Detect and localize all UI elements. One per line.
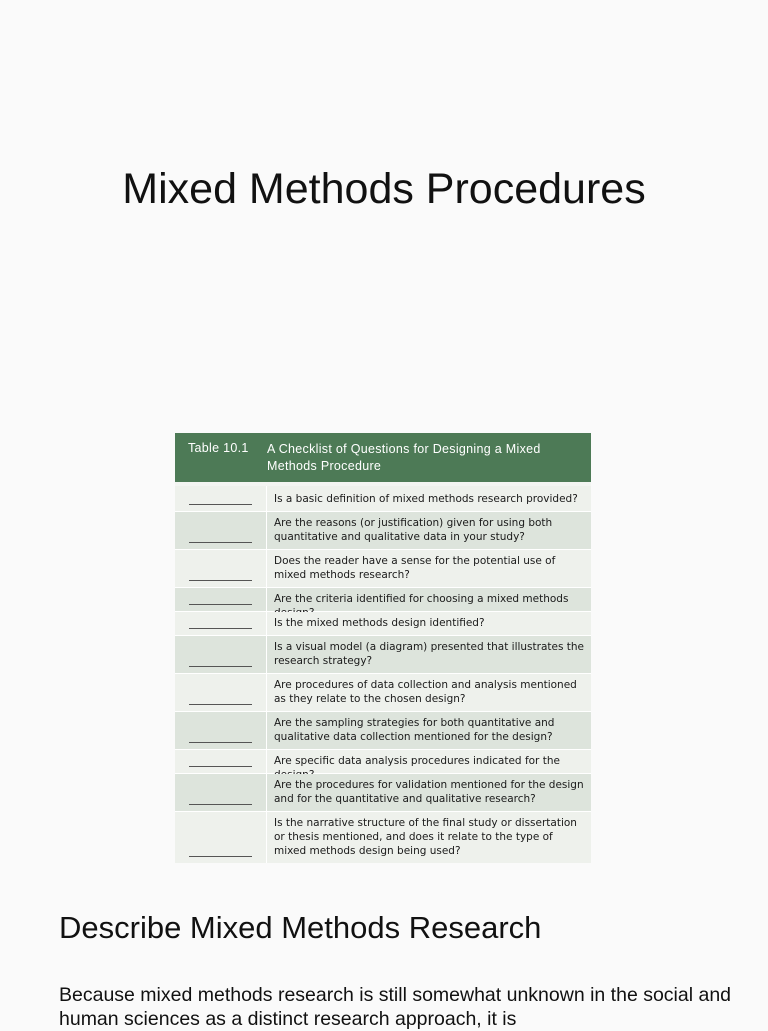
section-heading: Describe Mixed Methods Research [59, 910, 542, 945]
table-row [175, 612, 591, 636]
row-question: Is a basic definition of mixed methods research provided? [274, 493, 578, 505]
row-divider [266, 550, 267, 587]
row-question: Are the sampling strategies for both quantitative and qualitative data collection mentioned for the design? [274, 717, 555, 743]
table-row [175, 812, 591, 863]
table-caption: A Checklist of Questions for Designing a Mixed Methods Procedure [267, 442, 541, 473]
row-question: Are procedures of data collection and analysis mentioned as they relate to the chosen design? [274, 679, 577, 705]
row-question: Are the reasons (or justification) given for using both quantitative and qualitative data in your study? [274, 517, 553, 543]
table-row [175, 550, 591, 588]
body-paragraph: Because mixed methods research is still somewhat unknown in the social and human sciences as a distinct research approach, it is [59, 984, 732, 1030]
row-divider [266, 512, 267, 549]
table-row [175, 750, 591, 774]
checkbox-blank [189, 504, 252, 505]
checkbox-blank [189, 742, 252, 743]
row-question: Are the criteria identified for choosing a mixed methods [274, 593, 569, 605]
table-row [175, 712, 591, 750]
table-row [175, 512, 591, 550]
row-question: Is a visual model (a diagram) presented that illustrates the research strategy? [274, 641, 585, 667]
row-divider [266, 588, 267, 611]
table-row [175, 588, 591, 612]
row-divider [266, 612, 267, 635]
row-question: Does the reader have a sense for the potential use of mixed methods research? [274, 555, 556, 581]
row-divider [266, 486, 267, 511]
table-row [175, 674, 591, 712]
row-divider [266, 712, 267, 749]
checkbox-blank [189, 766, 252, 767]
checkbox-blank [189, 542, 252, 543]
table-row [175, 636, 591, 674]
row-question: Are the procedures for validation mentioned for the design and for the quantitative and qualitative research? [274, 779, 584, 805]
row-divider [266, 812, 267, 863]
checkbox-blank [189, 604, 252, 605]
row-question: Is the mixed methods design identified? [274, 617, 485, 629]
table-label: Table 10.1 [188, 441, 249, 455]
page-title: Mixed Methods Procedures [122, 165, 646, 213]
checklist-table [175, 433, 591, 863]
row-divider [266, 674, 267, 711]
row-divider [266, 750, 267, 773]
checkbox-blank [189, 704, 252, 705]
checkbox-blank [189, 666, 252, 667]
table-row [175, 774, 591, 812]
checkbox-blank [189, 628, 252, 629]
row-divider [266, 774, 267, 811]
checkbox-blank [189, 804, 252, 805]
checkbox-blank [189, 856, 252, 857]
table-header [175, 433, 591, 482]
row-question: Are specific data analysis procedures indicated for the [274, 755, 560, 767]
row-question: Is the narrative structure of the final study or dissertation or thesis mentioned, and does it relate to the type of mixed methods design being used? [274, 817, 577, 857]
checkbox-blank [189, 580, 252, 581]
table-row [175, 486, 591, 512]
row-divider [266, 636, 267, 673]
